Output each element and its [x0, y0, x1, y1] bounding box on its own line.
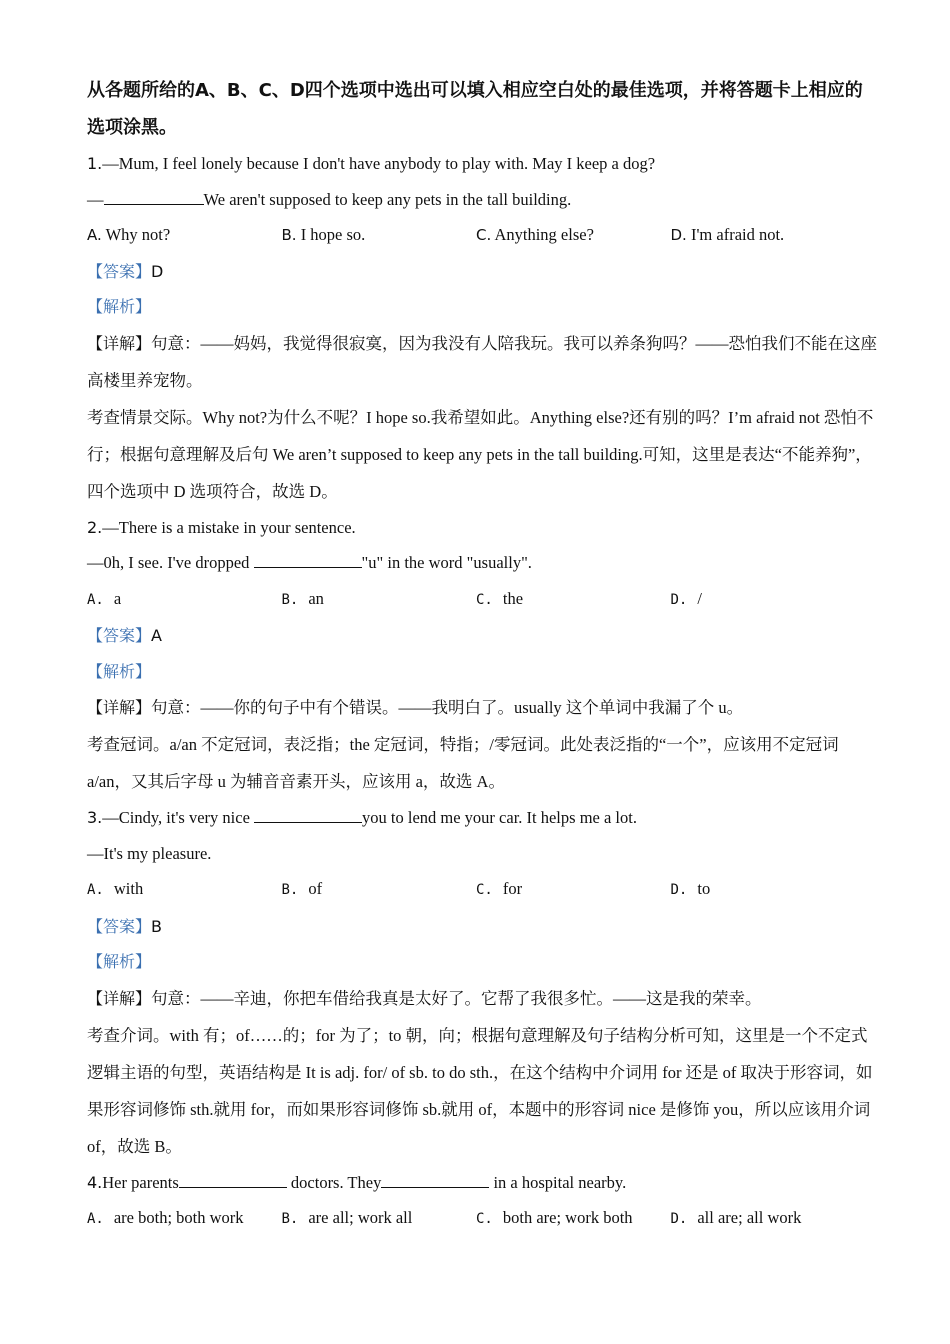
analysis-tag: 【解析】	[87, 661, 152, 681]
q2-answer	[87, 618, 877, 654]
q4-option-d: D. all are; all work	[670, 1208, 802, 1227]
q1-detail1-text: 句意：——妈妈，我觉得很寂寞，因为我没有人陪我玩。我可以养条狗吗？——恐怕我们不能在这座高楼里养宠物。	[87, 333, 878, 390]
q3-suffix: you to lend me your car. It helps me a lot.	[362, 808, 637, 827]
q1-option-c: C. Anything else?	[476, 225, 594, 244]
q4-blank-1	[179, 1175, 287, 1188]
q1-option-a: A. Why not?	[87, 225, 171, 244]
q2-line1	[87, 510, 877, 546]
question-2	[87, 510, 877, 801]
q4-number: 4.	[87, 1172, 103, 1192]
q4-option-c: C. both are; work both	[476, 1208, 633, 1227]
q3-detail1	[87, 980, 877, 1017]
q3-detail2: 考查介词。with 有；of……的；for 为了；to 朝，向；根据句意理解及句子结构分析可知，这里是一个不定式逻辑主语的句型，英语结构是 It is adj. for/ of sb. to do sth.，在这个结构中介词用 for 还是 of 取决于形容词，如果形容词修饰 sth.就用 for，而如果形容词修饰 sb.就用 of，本题中的形容词 nice 是修饰 you，所以应该用介词 of，故选 B。	[87, 1025, 873, 1156]
q2-text1: —There is a mistake in your sentence.	[102, 517, 356, 537]
q2-option-d: D. /	[670, 588, 702, 608]
section-instruction: 从各题所给的A、B、C、D四个选项中选出可以填入相应空白处的最佳选项，并将答题卡上相应的选项涂黑。	[87, 80, 863, 138]
q2-detail2: 考查冠词。a/an 不定冠词，表泛指；the 定冠词，特指；/零冠词。此处表泛指的“一个”，应该用不定冠词 a/an，又其后字母 u 为辅音音素开头，应该用 a，故选 A。	[87, 735, 839, 791]
detail-tag: 【详解】	[87, 333, 152, 353]
q1-answer	[87, 254, 877, 290]
q3-prefix: —Cindy, it's very nice	[102, 808, 255, 827]
q2-options	[87, 581, 877, 619]
q3-analysis	[87, 944, 877, 980]
question-4	[87, 1165, 877, 1238]
q3-line2: —It's my pleasure.	[87, 843, 212, 863]
q1-text1: —Mum, I feel lonely because I don't have anybody to play with. May I keep a dog?	[102, 154, 656, 173]
q1-detail2: 考查情景交际。Why not?为什么不呢？I hope so.我希望如此。Anything else?还有别的吗？I’m afraid not 恐怕不行；根据句意理解及后句 We aren’t supposed to keep any pets in the tall building.可知，这里是表达“不能养狗”，四个选项中 D 选项符合，故选 D。	[87, 407, 874, 501]
q1-line1	[87, 146, 877, 182]
answer-tag: 【答案】	[87, 261, 152, 281]
analysis-tag: 【解析】	[87, 952, 152, 971]
q2-analysis	[87, 654, 877, 690]
q1-option-d: D. I'm afraid not.	[670, 225, 785, 244]
detail-tag: 【详解】	[87, 988, 152, 1008]
q4-option-a: A. are both; both work	[87, 1208, 244, 1227]
q2-prefix: —0h, I see. I've dropped	[87, 553, 254, 572]
answer-tag: 【答案】	[87, 626, 152, 645]
q1-text2: We aren't supposed to keep any pets in the tall building.	[203, 189, 572, 209]
q3-detail1-text: 句意：——辛迪，你把车借给我真是太好了。它帮了我很多忙。——这是我的荣幸。	[151, 988, 762, 1008]
q4-blank-2	[381, 1175, 489, 1188]
q2-option-b: B. an	[281, 588, 324, 608]
q2-detail1	[87, 689, 877, 726]
q2-detail1-text: 句意：——你的句子中有个错误。——我明白了。usually 这个单词中我漏了个 u。	[151, 698, 744, 717]
answer-tag: 【答案】	[87, 916, 152, 936]
q3-blank	[254, 810, 362, 823]
q3-option-c: C. for	[476, 879, 523, 898]
q3-number: 3.	[87, 808, 103, 827]
q2-line2	[87, 545, 877, 581]
q4-line1: 4.Her parents doctors. They in a hospital nearby.	[87, 1172, 627, 1192]
q3-line1	[87, 800, 877, 836]
q1-detail1	[87, 325, 877, 399]
analysis-tag: 【解析】	[87, 297, 152, 316]
q1-analysis	[87, 289, 877, 325]
q1-dash: —	[87, 189, 104, 209]
q3-answer-value: B	[151, 916, 162, 936]
q3-option-d: D. to	[670, 879, 711, 898]
q3-option-a: A. with	[87, 879, 144, 898]
q2-suffix: "u" in the word "usually".	[361, 553, 532, 572]
detail-tag: 【详解】	[87, 698, 152, 717]
question-1	[87, 146, 877, 510]
q2-option-a: A. a	[87, 588, 122, 608]
q1-answer-value: D	[151, 261, 164, 281]
q3-answer	[87, 909, 877, 945]
q2-answer-value: A	[151, 626, 162, 645]
q3-options	[87, 871, 877, 909]
question-3	[87, 800, 877, 1165]
q2-number: 2.	[87, 517, 103, 537]
q3-option-b: B. of	[281, 879, 323, 898]
q1-option-b: B. I hope so.	[281, 225, 366, 244]
q1-number: 1.	[87, 154, 103, 173]
q4-option-b: B. are all; work all	[281, 1208, 413, 1227]
q2-blank	[254, 555, 362, 568]
q2-option-c: C. the	[476, 588, 524, 608]
q4-options	[87, 1200, 877, 1238]
q1-line2	[87, 182, 877, 218]
exam-page	[87, 72, 877, 1238]
q1-blank	[104, 192, 204, 205]
q1-options	[87, 217, 877, 254]
